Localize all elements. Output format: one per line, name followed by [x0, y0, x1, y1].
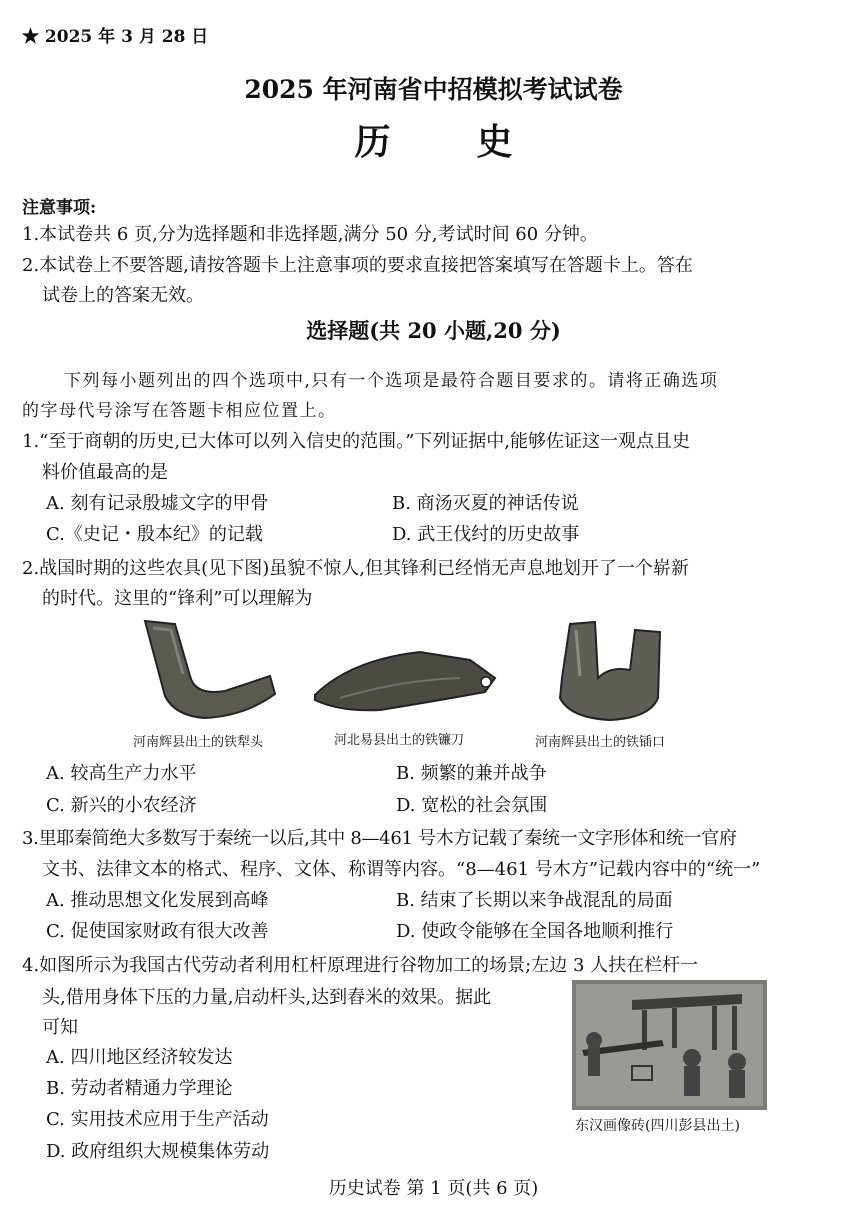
q2-option-d: D. 宽松的社会氛围 — [396, 795, 548, 816]
q2-option-a: A. 较高生产力水平 — [46, 763, 197, 784]
q1-stem-line-2: 料价值最高的是 — [42, 462, 168, 483]
q4-stem-line-1: 4.如图所示为我国古代劳动者利用杠杆原理进行谷物加工的场景;左边 3 人扶在栏杆一 — [22, 955, 699, 976]
han-brick-relief-image — [572, 980, 767, 1110]
q1-stem-line-1: 1.“至于商朝的历史,已大体可以列入信史的范围。”下列证据中,能够佐证这一观点且史 — [22, 431, 691, 452]
iron-sickle-image — [310, 640, 505, 720]
q3-option-a: A. 推动思想文化发展到高峰 — [46, 890, 269, 911]
q4-stem-line-2: 头,借用身体下压的力量,启动杆头,达到舂米的效果。据此 — [42, 987, 492, 1008]
q1-option-d: D. 武王伐纣的历史故事 — [392, 524, 580, 545]
q2-caption-1: 河南辉县出土的铁犁头 — [133, 735, 264, 750]
q4-option-c: C. 实用技术应用于生产活动 — [46, 1109, 269, 1130]
q3-option-d: D. 使政令能够在全国各地顺利推行 — [396, 921, 674, 942]
exam-title: 2025 年河南省中招模拟考试试卷 — [244, 75, 623, 104]
iron-plough-image — [135, 616, 285, 726]
notice-item-2-line-1: 2.本试卷上不要答题,请按答题卡上注意事项的要求直接把答案填写在答题卡上。答在 — [22, 255, 693, 276]
q3-option-c: C. 促使国家财政有很大改善 — [46, 921, 269, 942]
q4-caption: 东汉画像砖(四川彭县出土) — [575, 1118, 740, 1134]
q1-option-a: A. 刻有记录殷墟文字的甲骨 — [46, 493, 269, 514]
section-title: 选择题(共 20 小题,20 分) — [306, 318, 561, 343]
notice-item-2-line-2: 试卷上的答案无效。 — [42, 285, 204, 306]
notice-heading: 注意事项: — [22, 198, 97, 218]
exam-date: ★ 2025 年 3 月 28 日 — [22, 27, 209, 47]
q4-stem-line-3: 可知 — [42, 1017, 78, 1038]
q3-option-b: B. 结束了长期以来争战混乱的局面 — [396, 890, 673, 911]
page-footer: 历史试卷 第 1 页(共 6 页) — [328, 1178, 539, 1199]
q3-stem-line-1: 3.里耶秦简绝大多数写于秦统一以后,其中 8—461 号木方记载了秦统一文字形体和统一官府 — [22, 828, 737, 849]
q2-caption-2: 河北易县出土的铁镰刀 — [334, 733, 465, 748]
q2-caption-3: 河南辉县出土的铁锸口 — [535, 735, 666, 750]
section-intro-line-1: 下列每小题列出的四个选项中,只有一个选项是最符合题目要求的。请将正确选项 — [64, 371, 719, 391]
subject-title: 历史 — [354, 121, 599, 163]
q2-stem-line-1: 2.战国时期的这些农具(见下图)虽貌不惊人,但其锋利已经悄无声息地划开了一个崭新 — [22, 558, 689, 579]
q3-stem-line-2: 文书、法律文本的格式、程序、文体、称谓等内容。“8—461 号木方”记载内容中的“统一” — [42, 859, 761, 880]
q1-option-c: C.《史记・殷本纪》的记载 — [46, 524, 263, 545]
q4-option-a: A. 四川地区经济较发达 — [46, 1047, 233, 1068]
q2-option-b: B. 频繁的兼并战争 — [396, 763, 547, 784]
q4-option-d: D. 政府组织大规模集体劳动 — [46, 1141, 270, 1162]
notice-item-1: 1.本试卷共 6 页,分为选择题和非选择题,满分 50 分,考试时间 60 分钟。 — [22, 224, 598, 245]
q1-option-b: B. 商汤灭夏的神话传说 — [392, 493, 579, 514]
q4-option-b: B. 劳动者精通力学理论 — [46, 1078, 233, 1099]
q2-option-c: C. 新兴的小农经济 — [46, 795, 197, 816]
section-intro-line-2: 的字母代号涂写在答题卡相应位置上。 — [22, 401, 337, 421]
q2-stem-line-2: 的时代。这里的“锋利”可以理解为 — [42, 588, 313, 609]
iron-spade-image — [540, 618, 680, 726]
